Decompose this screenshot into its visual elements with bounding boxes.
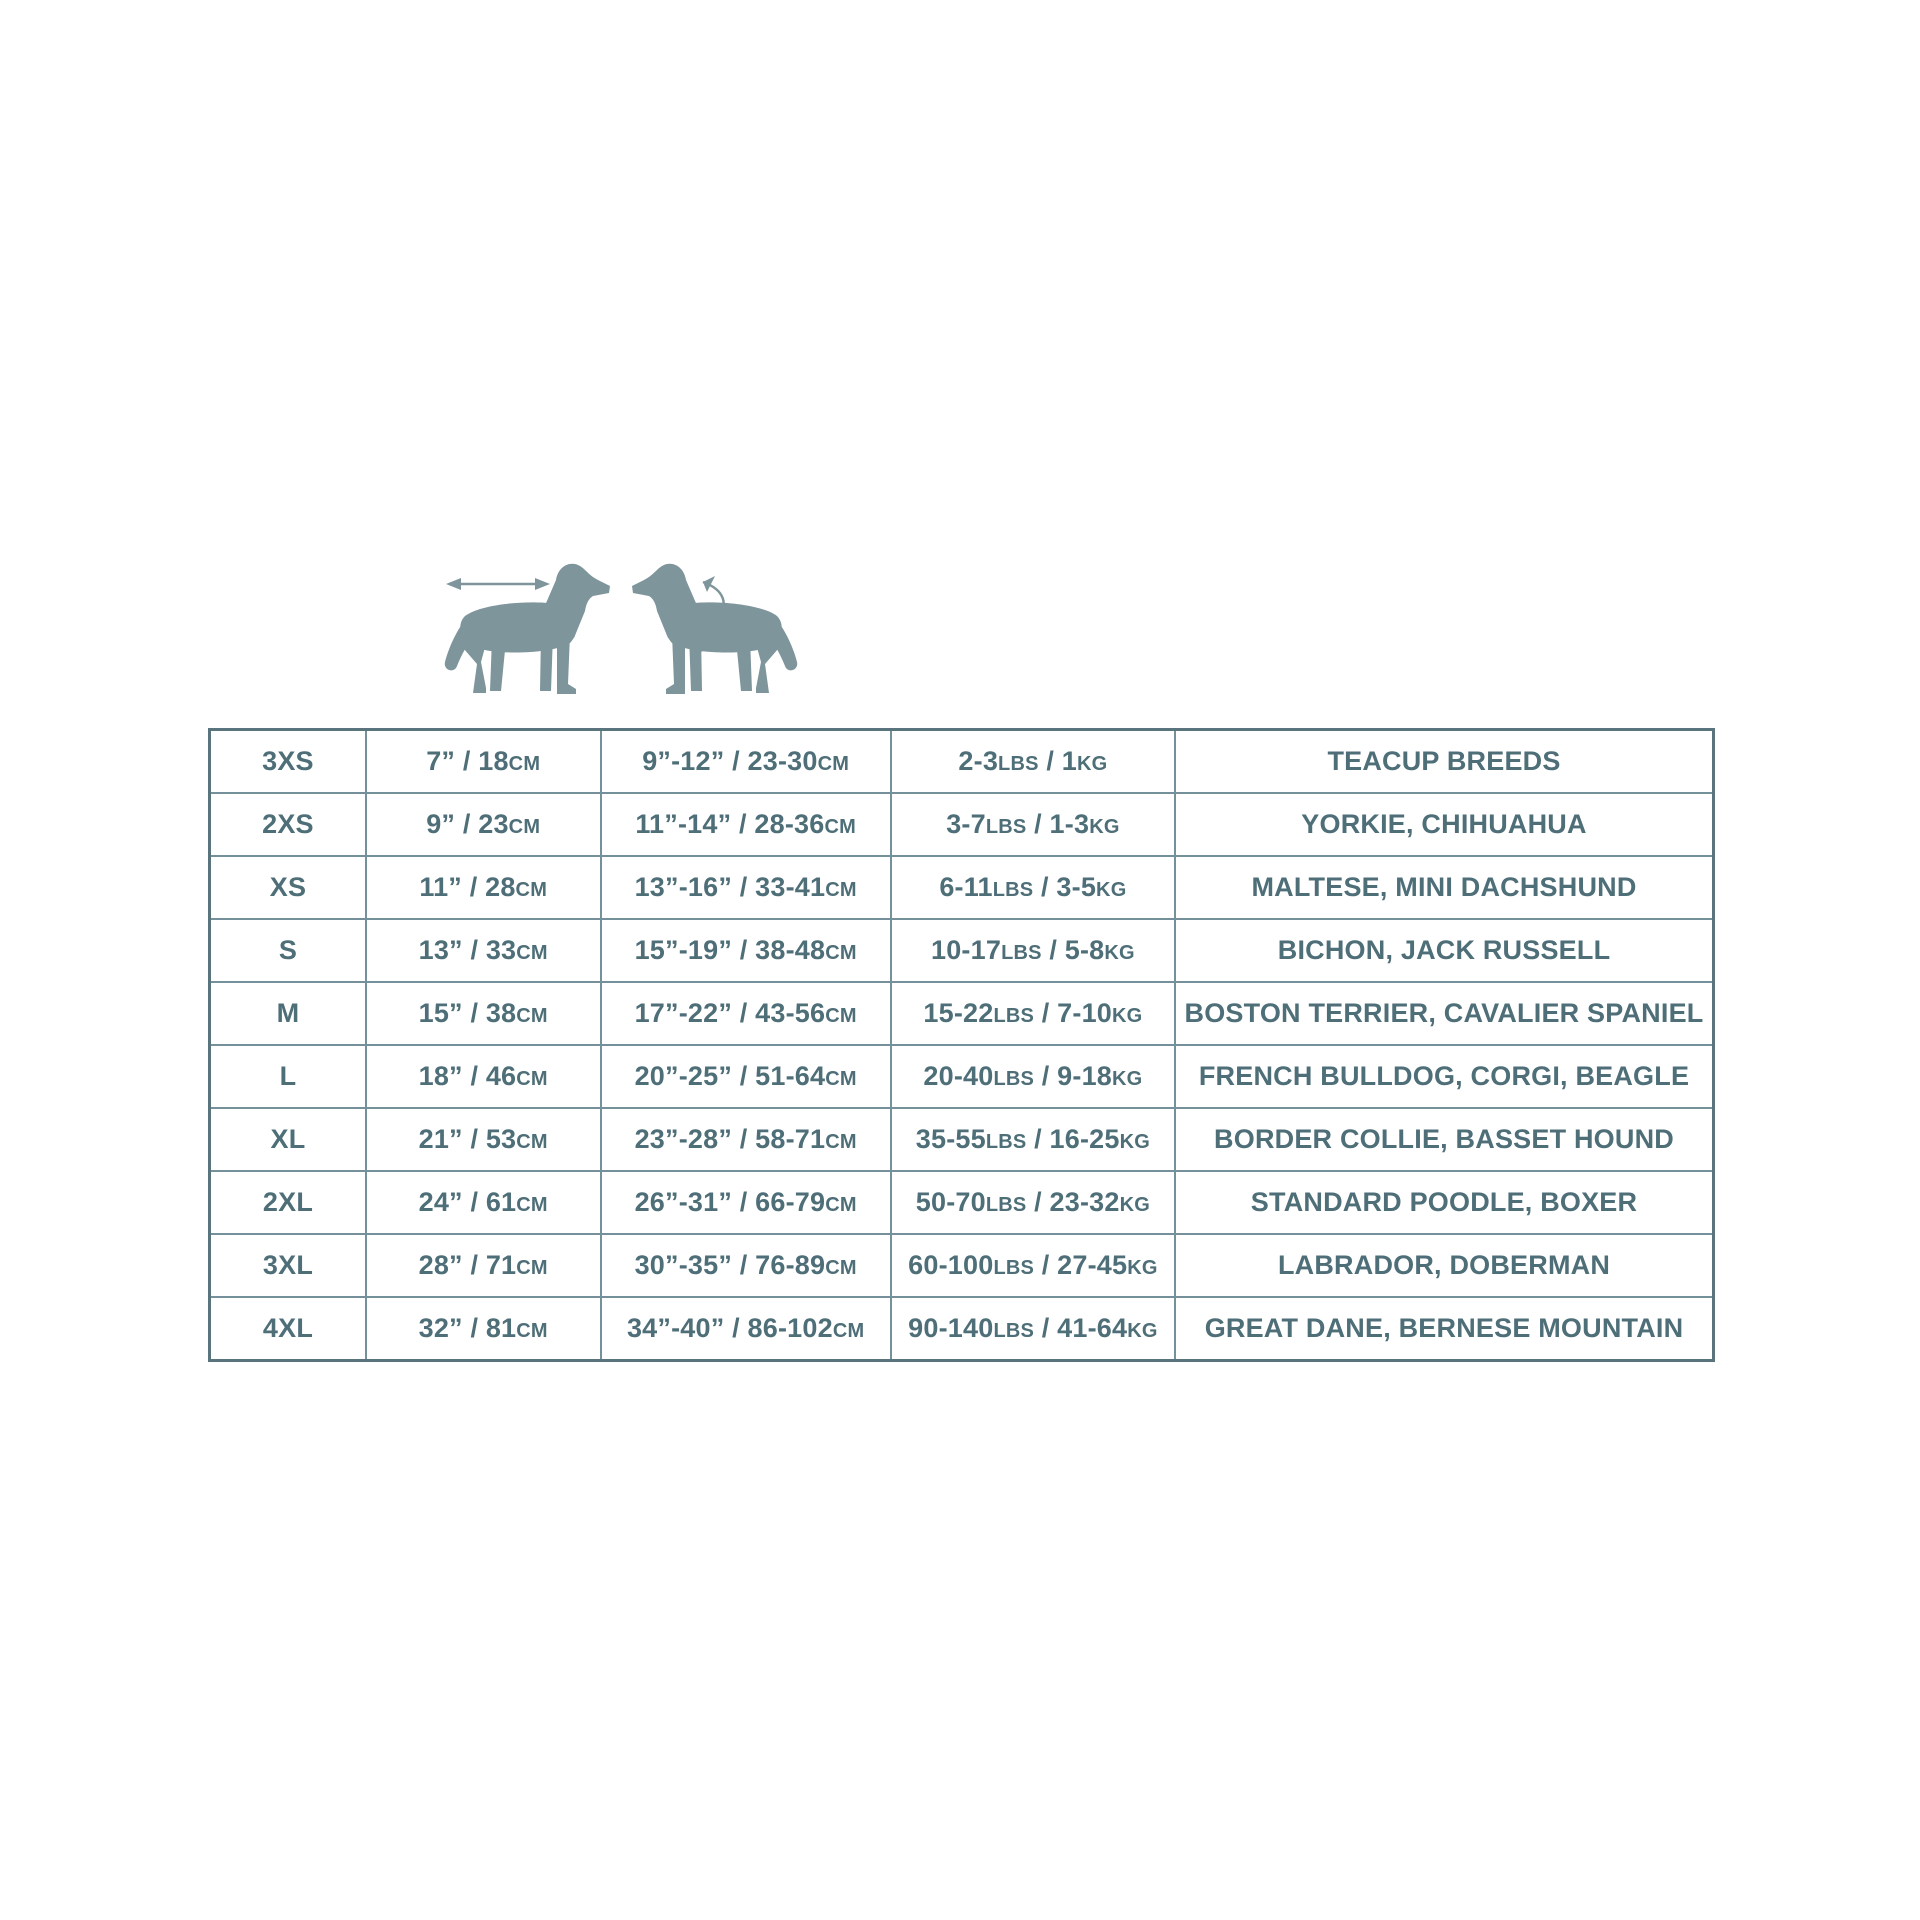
table-row (210, 793, 1714, 856)
unit-label: LBS (992, 879, 1034, 902)
unit-label: KG (1127, 1319, 1158, 1342)
cell-back-length: 15” / 38CM (366, 982, 601, 1045)
table-row (210, 730, 1714, 794)
cell-size: 2XS (210, 793, 366, 856)
cell-back-length: 11” / 28CM (366, 856, 601, 919)
unit-label: LBS (998, 753, 1039, 776)
cell-weight: 50-70LBS / 23-32KG (891, 1171, 1175, 1234)
cell-chest-girth: 34”-40” / 86-102CM (601, 1297, 891, 1361)
cell-weight: 15-22LBS / 7-10KG (891, 982, 1175, 1045)
table-row (210, 1045, 1714, 1108)
table-row (210, 1297, 1714, 1361)
table-row (210, 919, 1714, 982)
table-row (210, 856, 1714, 919)
unit-label: LBS (985, 816, 1027, 839)
cell-breeds: GREAT DANE, BERNESE MOUNTAIN (1175, 1297, 1713, 1361)
unit-label: CM (825, 879, 857, 902)
cell-breeds: FRENCH BULLDOG, CORGI, BEAGLE (1175, 1045, 1713, 1108)
unit-label: CM (825, 942, 857, 965)
unit-label: CM (825, 1130, 857, 1153)
unit-label: CM (825, 1193, 857, 1216)
cell-weight: 6-11LBS / 3-5KG (891, 856, 1175, 919)
unit-label: KG (1089, 816, 1120, 839)
cell-chest-girth: 15”-19” / 38-48CM (601, 919, 891, 982)
cell-weight: 3-7LBS / 1-3KG (891, 793, 1175, 856)
unit-label: KG (1112, 1067, 1143, 1090)
cell-back-length: 21” / 53CM (366, 1108, 601, 1171)
cell-chest-girth: 20”-25” / 51-64CM (601, 1045, 891, 1108)
dog-back-length-icon (435, 550, 615, 702)
unit-label: LBS (985, 1193, 1027, 1216)
unit-label: LBS (993, 1067, 1035, 1090)
cell-chest-girth: 26”-31” / 66-79CM (601, 1171, 891, 1234)
cell-weight: 35-55LBS / 16-25KG (891, 1108, 1175, 1171)
cell-size: XL (210, 1108, 366, 1171)
unit-label: CM (824, 816, 856, 839)
table-row (210, 1234, 1714, 1297)
cell-size: 3XS (210, 730, 366, 794)
cell-breeds: MALTESE, MINI DACHSHUND (1175, 856, 1713, 919)
cell-back-length: 24” / 61CM (366, 1171, 601, 1234)
cell-back-length: 18” / 46CM (366, 1045, 601, 1108)
unit-label: LBS (993, 1005, 1035, 1028)
measurement-legend (435, 550, 815, 702)
cell-chest-girth: 11”-14” / 28-36CM (601, 793, 891, 856)
back-length-arrow (446, 578, 550, 590)
unit-label: KG (1112, 1005, 1143, 1028)
cell-weight: 2-3LBS / 1KG (891, 730, 1175, 794)
unit-label: LBS (1001, 942, 1042, 965)
cell-chest-girth: 9”-12” / 23-30CM (601, 730, 891, 794)
unit-label: CM (516, 1005, 548, 1028)
unit-label: KG (1104, 942, 1135, 965)
unit-label: CM (516, 1067, 548, 1090)
cell-breeds: BOSTON TERRIER, CAVALIER SPANIEL (1175, 982, 1713, 1045)
unit-label: CM (825, 1256, 857, 1279)
cell-breeds: BICHON, JACK RUSSELL (1175, 919, 1713, 982)
unit-label: CM (817, 753, 850, 776)
table-row (210, 1108, 1714, 1171)
cell-chest-girth: 17”-22” / 43-56CM (601, 982, 891, 1045)
unit-label: KG (1119, 1193, 1151, 1216)
unit-label: KG (1096, 879, 1127, 902)
cell-back-length: 9” / 23CM (366, 793, 601, 856)
unit-label: CM (516, 1193, 548, 1216)
cell-size: S (210, 919, 366, 982)
size-chart-table (208, 728, 1715, 1362)
cell-size: 4XL (210, 1297, 366, 1361)
cell-chest-girth: 23”-28” / 58-71CM (601, 1108, 891, 1171)
unit-label: CM (515, 879, 548, 902)
table-row (210, 982, 1714, 1045)
cell-back-length: 32” / 81CM (366, 1297, 601, 1361)
cell-back-length: 7” / 18CM (366, 730, 601, 794)
unit-label: CM (516, 1319, 548, 1342)
cell-weight: 90-140LBS / 41-64KG (891, 1297, 1175, 1361)
cell-weight: 60-100LBS / 27-45KG (891, 1234, 1175, 1297)
unit-label: LBS (993, 1256, 1035, 1279)
cell-size: L (210, 1045, 366, 1108)
cell-weight: 10-17LBS / 5-8KG (891, 919, 1175, 982)
unit-label: CM (825, 1067, 857, 1090)
unit-label: KG (1119, 1130, 1151, 1153)
unit-label: KG (1076, 753, 1108, 776)
cell-breeds: LABRADOR, DOBERMAN (1175, 1234, 1713, 1297)
cell-chest-girth: 13”-16” / 33-41CM (601, 856, 891, 919)
cell-weight: 20-40LBS / 9-18KG (891, 1045, 1175, 1108)
cell-breeds: TEACUP BREEDS (1175, 730, 1713, 794)
unit-label: LBS (993, 1319, 1035, 1342)
unit-label: KG (1127, 1256, 1158, 1279)
cell-size: 3XL (210, 1234, 366, 1297)
cell-breeds: YORKIE, CHIHUAHUA (1175, 793, 1713, 856)
cell-size: 2XL (210, 1171, 366, 1234)
unit-label: CM (516, 942, 548, 965)
unit-label: CM (516, 1130, 548, 1153)
cell-breeds: BORDER COLLIE, BASSET HOUND (1175, 1108, 1713, 1171)
dog-chest-girth-icon (627, 550, 807, 702)
unit-label: CM (516, 1256, 548, 1279)
cell-back-length: 28” / 71CM (366, 1234, 601, 1297)
cell-breeds: STANDARD POODLE, BOXER (1175, 1171, 1713, 1234)
unit-label: CM (825, 1005, 857, 1028)
cell-back-length: 13” / 33CM (366, 919, 601, 982)
cell-size: M (210, 982, 366, 1045)
unit-label: CM (508, 753, 541, 776)
cell-size: XS (210, 856, 366, 919)
unit-label: CM (508, 816, 541, 839)
unit-label: CM (832, 1319, 865, 1342)
unit-label: LBS (985, 1130, 1027, 1153)
cell-chest-girth: 30”-35” / 76-89CM (601, 1234, 891, 1297)
size-chart-body (210, 730, 1714, 1361)
table-row (210, 1171, 1714, 1234)
